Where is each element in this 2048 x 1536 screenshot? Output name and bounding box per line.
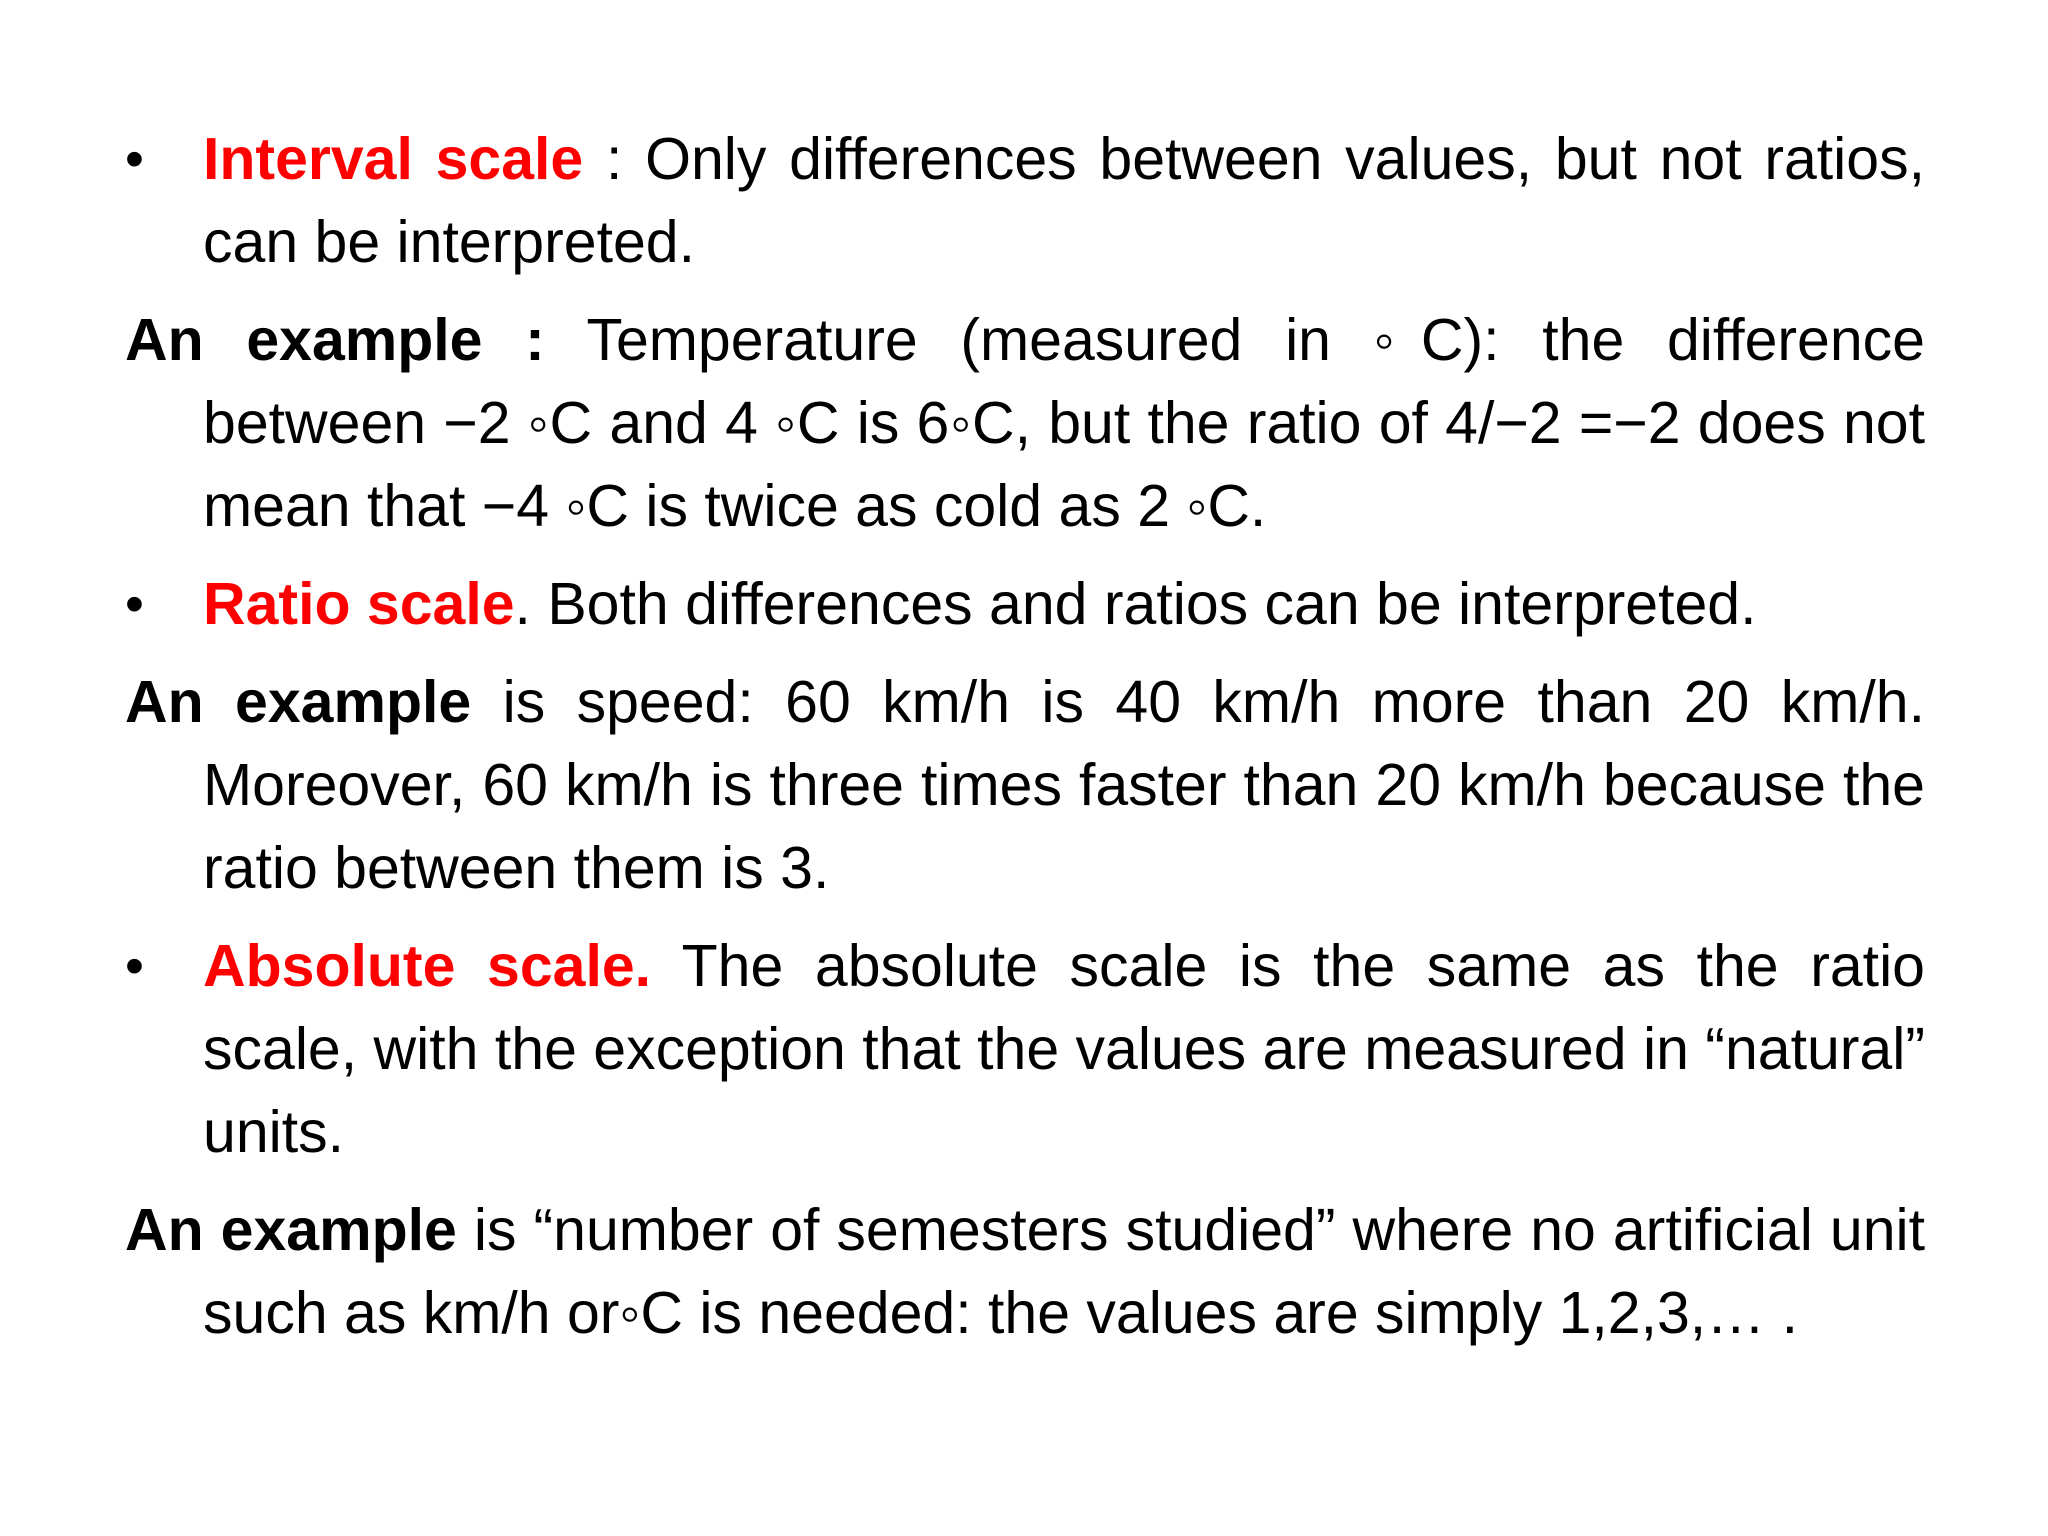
absolute-scale-term: Absolute scale. <box>203 933 652 999</box>
bullet-icon: • <box>125 936 144 996</box>
bullet-icon: • <box>125 574 144 634</box>
example-text: Temperature (measured in ◦C): the difference between −2 ◦C and 4 ◦C is 6◦C, but the ratio of 4/−2 =−2 does not mean that −4 ◦C is twice as cold as 2 ◦C. <box>203 307 1925 539</box>
interval-scale-bullet <box>125 118 1925 284</box>
slide-content <box>125 118 1925 1370</box>
interval-scale-term: Interval scale <box>203 126 584 192</box>
interval-scale-definition: : Only differences between values, but not ratios, can be interpreted. <box>203 126 1925 275</box>
ratio-scale-term: Ratio scale <box>203 571 515 637</box>
ratio-scale-bullet <box>125 563 1925 646</box>
absolute-scale-example <box>125 1189 1925 1355</box>
interval-scale-example <box>125 299 1925 548</box>
bullet-icon: • <box>125 129 144 189</box>
ratio-scale-definition: . Both differences and ratios can be interpreted. <box>514 571 1757 637</box>
example-label: An example : <box>125 307 545 373</box>
absolute-scale-definition: The absolute scale is the same as the ratio scale, with the exception that the values are measured in “natural” units. <box>203 933 1925 1165</box>
example-text: is “number of semesters studied” where no artificial unit such as km/h or◦C is needed: the values are simply 1,2,3,… . <box>203 1197 1926 1346</box>
example-label: An example <box>125 669 472 735</box>
example-text: is speed: 60 km/h is 40 km/h more than 20 km/h. Moreover, 60 km/h is three times faster than 20 km/h because the ratio between them is 3. <box>203 669 1925 901</box>
example-label: An example <box>125 1197 457 1263</box>
ratio-scale-example <box>125 661 1925 910</box>
absolute-scale-bullet <box>125 925 1925 1174</box>
